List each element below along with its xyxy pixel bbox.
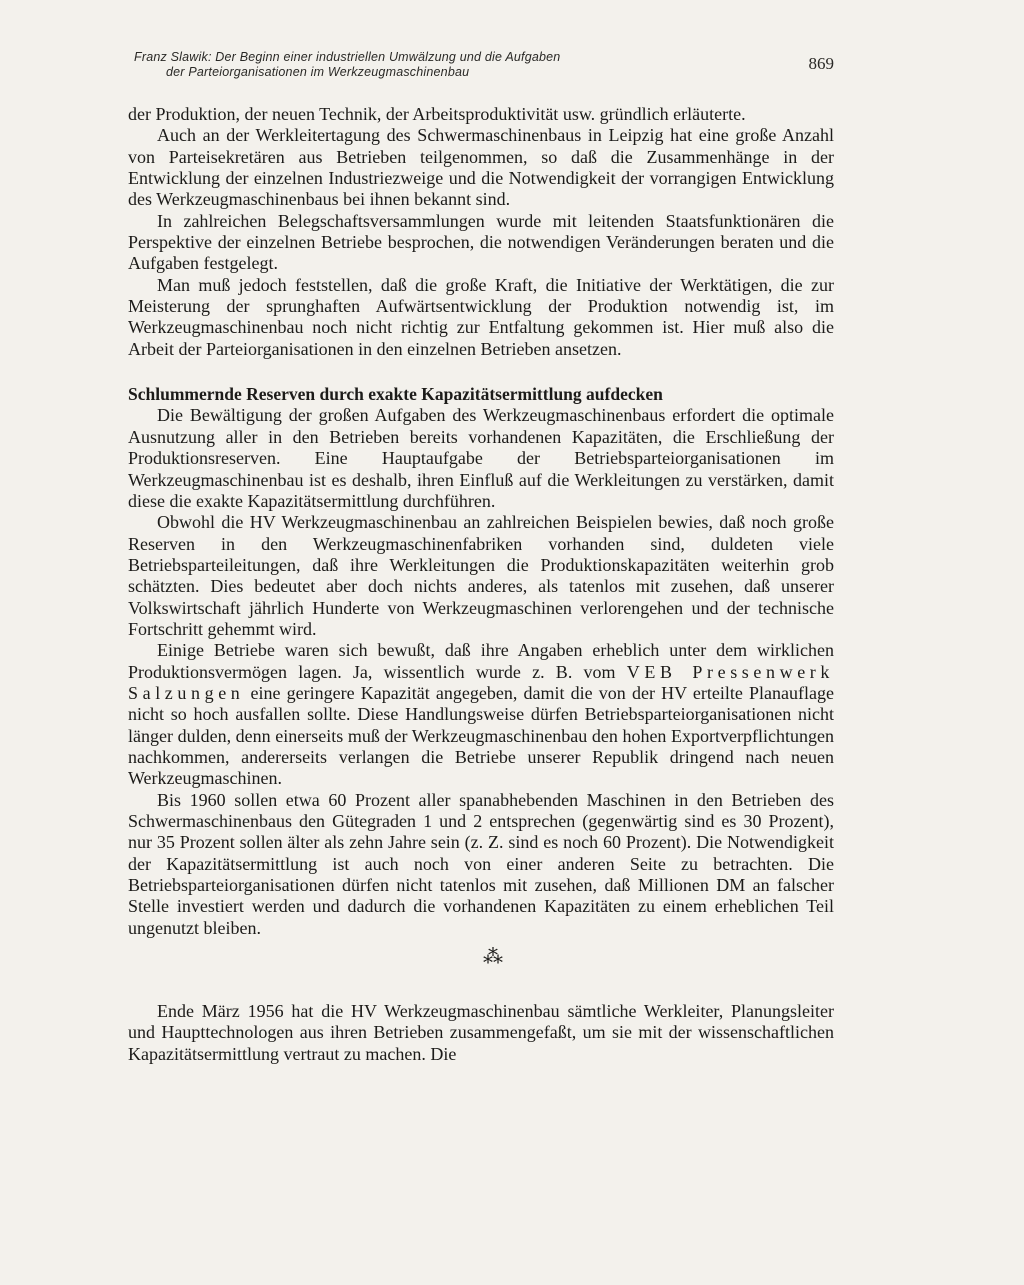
paragraph-bewaeltigung: Die Bewältigung der großen Aufgaben des Werkzeugmaschinenbaus erfordert die optimale Ausnutzung aller in den Betrieben bereits vorhandenen Kapazitäten, die Erschließung der Produktionsreserven. Eine Hauptaufgabe der Betriebsparteiorganisationen im Werkzeugmaschinenbau ist es deshalb, ihren Einfluß auf die Werkleitungen zu verstärken, damit diese die exakte Kapazitätsermittlung durchführen. [128, 405, 834, 511]
body-text [128, 104, 834, 1065]
paragraph-bis-1960: Bis 1960 sollen etwa 60 Prozent aller spanabhebenden Maschinen in den Betrieben des Schwermaschinenbaus den Gütegraden 1 und 2 entsprechen (gegenwärtig sind es 30 Prozent), nur 35 Prozent sollen älter als zehn Jahre sein (z. Z. sind es noch 60 Prozent). Die Notwendigkeit der Kapazitätsermittlung ist auch noch von einer anderen Seite zu betrachten. Die Betriebsparteiorganisationen dürfen nicht tatenlos mit zusehen, daß Millionen DM an falscher Stelle investiert werden und dadurch die vorhandenen Kapazitäten zu einem erheblichen Teil ungenutzt bleiben. [128, 789, 834, 938]
running-head-line-2: der Parteiorganisationen im Werkzeugmaschinenbau [166, 65, 470, 79]
asterism-divider: ⁂ [483, 946, 503, 969]
company-name-spaced: VEB Pressenwerk Salzungen [128, 661, 834, 703]
running-head-line-1: Franz Slawik: Der Beginn einer industriellen Umwälzung und die Aufgaben [134, 50, 561, 64]
paragraph-hv-beispiele: Obwohl die HV Werkzeugmaschinenbau an zahlreichen Beispielen bewies, daß noch große Reserven in den Werkzeugmaschinenfabriken vorhanden sind, duldeten viele Betriebsparteileitungen, daß ihre Werkleitungen die Produktionskapazitäten weiterhin grob schätzten. Dies bedeutet aber doch nichts anderes, als tatenlos mit zusehen, daß unserer Volkswirtschaft jährlich Hunderte von Werkzeugmaschinen verlorengehen und der technische Fortschritt gehemmt wird. [128, 512, 834, 639]
paragraph-ende-maerz: Ende März 1956 hat die HV Werkzeugmaschinenbau sämtliche Werkleiter, Planungsleiter und Haupttechnologen aus ihren Betrieben zusammengefaßt, um sie mit der wissenschaftlichen Kapazitätsermittlung vertraut zu machen. Die [128, 1001, 834, 1064]
section-heading: Schlummernde Reserven durch exakte Kapazitätsermittlung aufdecken [128, 384, 663, 405]
paragraph-werkleitertagung: Auch an der Werkleitertagung des Schwermaschinenbaus in Leipzig hat eine große Anzahl von Parteisekretären aus Betrieben teilgenommen, so daß die Zusammenhänge in der Entwicklung der einzelnen Industriezweige und die Notwendigkeit der vorrangigen Entwicklung des Werkzeugmaschinenbaus bei ihnen bekannt sind. [128, 125, 834, 210]
paragraph-belegschaftsversammlungen: In zahlreichen Belegschaftsversammlungen wurde mit leitenden Staatsfunktionären die Perspektive der einzelnen Betriebe besprochen, die notwendigen Veränderungen beraten und die Aufgaben festgelegt. [128, 210, 834, 274]
paragraph-continued: der Produktion, der neuen Technik, der Arbeitsproduktivität usw. gründlich erläuterte. [128, 104, 746, 124]
paragraph-initiative: Man muß jedoch feststellen, daß die große Kraft, die Initiative der Werktätigen, die zur Meisterung der sprunghaften Aufwärtsentwicklung der Produktion notwendig ist, im Werkzeugmaschinenbau noch nicht richtig zur Entfaltung gekommen ist. Hier muß also die Arbeit der Parteiorganisationen in den einzelnen Betrieben ansetzen. [128, 274, 834, 359]
paragraph-text: eine geringere Kapazität angegeben, damit die von der HV erteilte Planauflage nicht so hoch ausfallen sollte. Diese Handlungsweise dürfen Betriebsparteiorganisationen nicht länger dulden, denn einerseits muß der Werkzeugmaschinenbau den hohen Exportverpflichtungen nachkommen, andererseits verlangen die Betriebe unserer Republik dringend nach neuen Werkzeugmaschinen. [128, 682, 835, 789]
running-head [134, 50, 754, 80]
paragraph-text: Einige Betriebe waren sich bewußt, daß ihre Angaben erheblich unter dem wirklichen Produktionsvermögen lagen. Ja, wissentlich wurde z. B. vom [128, 640, 834, 682]
paragraph-einige-betriebe [128, 640, 834, 789]
page-number: 869 [808, 54, 834, 73]
page-header [130, 50, 834, 90]
